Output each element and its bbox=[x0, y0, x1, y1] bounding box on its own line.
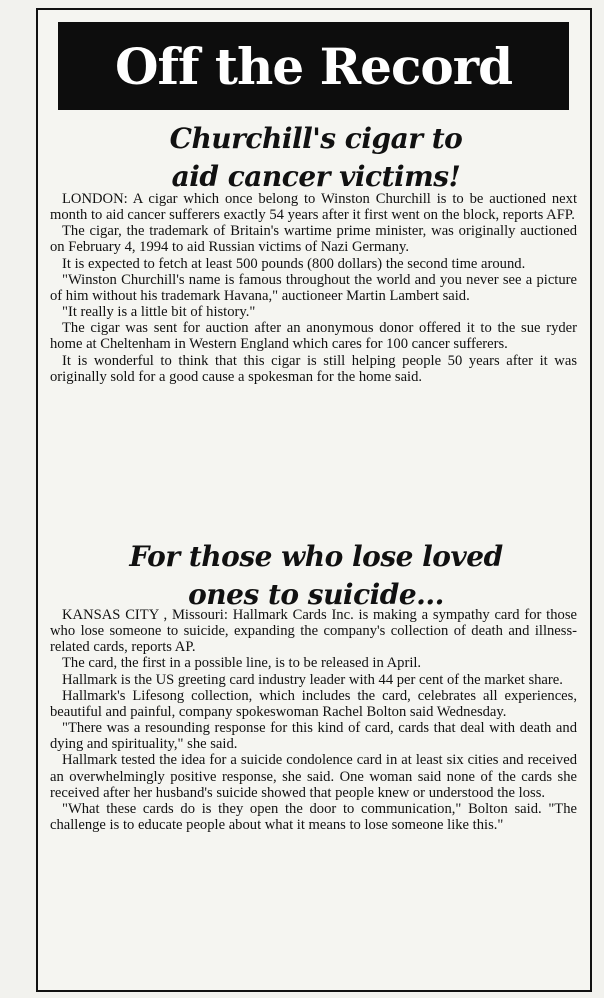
story1-paragraph: It is wonderful to think that this cigar is still helping people 50 years after it was originally sold for a good cause a spokesman for the home said. bbox=[50, 352, 577, 385]
masthead-title: Off the Record bbox=[114, 36, 513, 96]
story2-paragraph: "There was a resounding response for this kind of card, cards that deal with death and dying and spirituality," she said. bbox=[50, 720, 577, 753]
story2-headline-line1: For those who lose loved bbox=[129, 540, 503, 573]
story2-paragraph: "What these cards do is they open the door to communication," Bolton said. "The challenge is to educate people about what it means to lose someone like this." bbox=[50, 800, 577, 834]
story1-headline bbox=[48, 120, 584, 196]
story1-paragraph: LONDON: A cigar which once belong to Winston Churchill is to be auctioned next month to aid cancer sufferers exactly 54 years after it first went on the block, reports AFP. bbox=[50, 191, 577, 224]
story2-paragraph: Hallmark tested the idea for a suicide condolence card in at least six cities and received an overwhelmingly positive response, she said. One woman said none of the cards she received after her husband's suicide showed that people knew or understood the loss. bbox=[50, 752, 577, 801]
story2-paragraph: KANSAS CITY , Missouri: Hallmark Cards Inc. is making a sympathy card for those who lose someone to suicide, expanding the company's collection of death and illness-related cards, reports AP. bbox=[50, 607, 577, 656]
story1-headline-line2: aid cancer victims! bbox=[171, 160, 461, 193]
masthead-banner bbox=[58, 22, 569, 110]
news-column-frame bbox=[36, 8, 592, 992]
story1-paragraph: "Winston Churchill's name is famous throughout the world and you never see a picture of him without his trademark Havana," auctioneer Martin Lambert said. bbox=[50, 271, 577, 304]
story1-paragraph: The cigar was sent for auction after an anonymous donor offered it to the sue ryder home at Cheltenham in Western England which cares for 100 cancer sufferers. bbox=[50, 320, 577, 353]
story2-headline bbox=[48, 538, 584, 614]
story1-body bbox=[50, 191, 577, 385]
story1-paragraph: "It really is a little bit of history." bbox=[62, 304, 256, 321]
story1-paragraph: It is expected to fetch at least 500 pounds (800 dollars) the second time around. bbox=[62, 255, 526, 272]
story2-headline-line2: ones to suicide... bbox=[188, 578, 444, 611]
story2-body bbox=[50, 607, 577, 833]
story1-paragraph: The cigar, the trademark of Britain's wartime prime minister, was originally auctioned on February 4, 1994 to aid Russian victims of Nazi Germany. bbox=[50, 223, 577, 256]
story2-paragraph: Hallmark's Lifesong collection, which includes the card, celebrates all experiences, beautiful and painful, company spokeswoman Rachel Bolton said Wednesday. bbox=[50, 687, 577, 720]
story2-paragraph: The card, the first in a possible line, is to be released in April. bbox=[62, 655, 422, 672]
previous-article-cutoff-strip bbox=[0, 0, 604, 8]
story2-paragraph: Hallmark is the US greeting card industry leader with 44 per cent of the market share. bbox=[62, 671, 563, 688]
story1-headline-line1: Churchill's cigar to bbox=[169, 122, 463, 155]
